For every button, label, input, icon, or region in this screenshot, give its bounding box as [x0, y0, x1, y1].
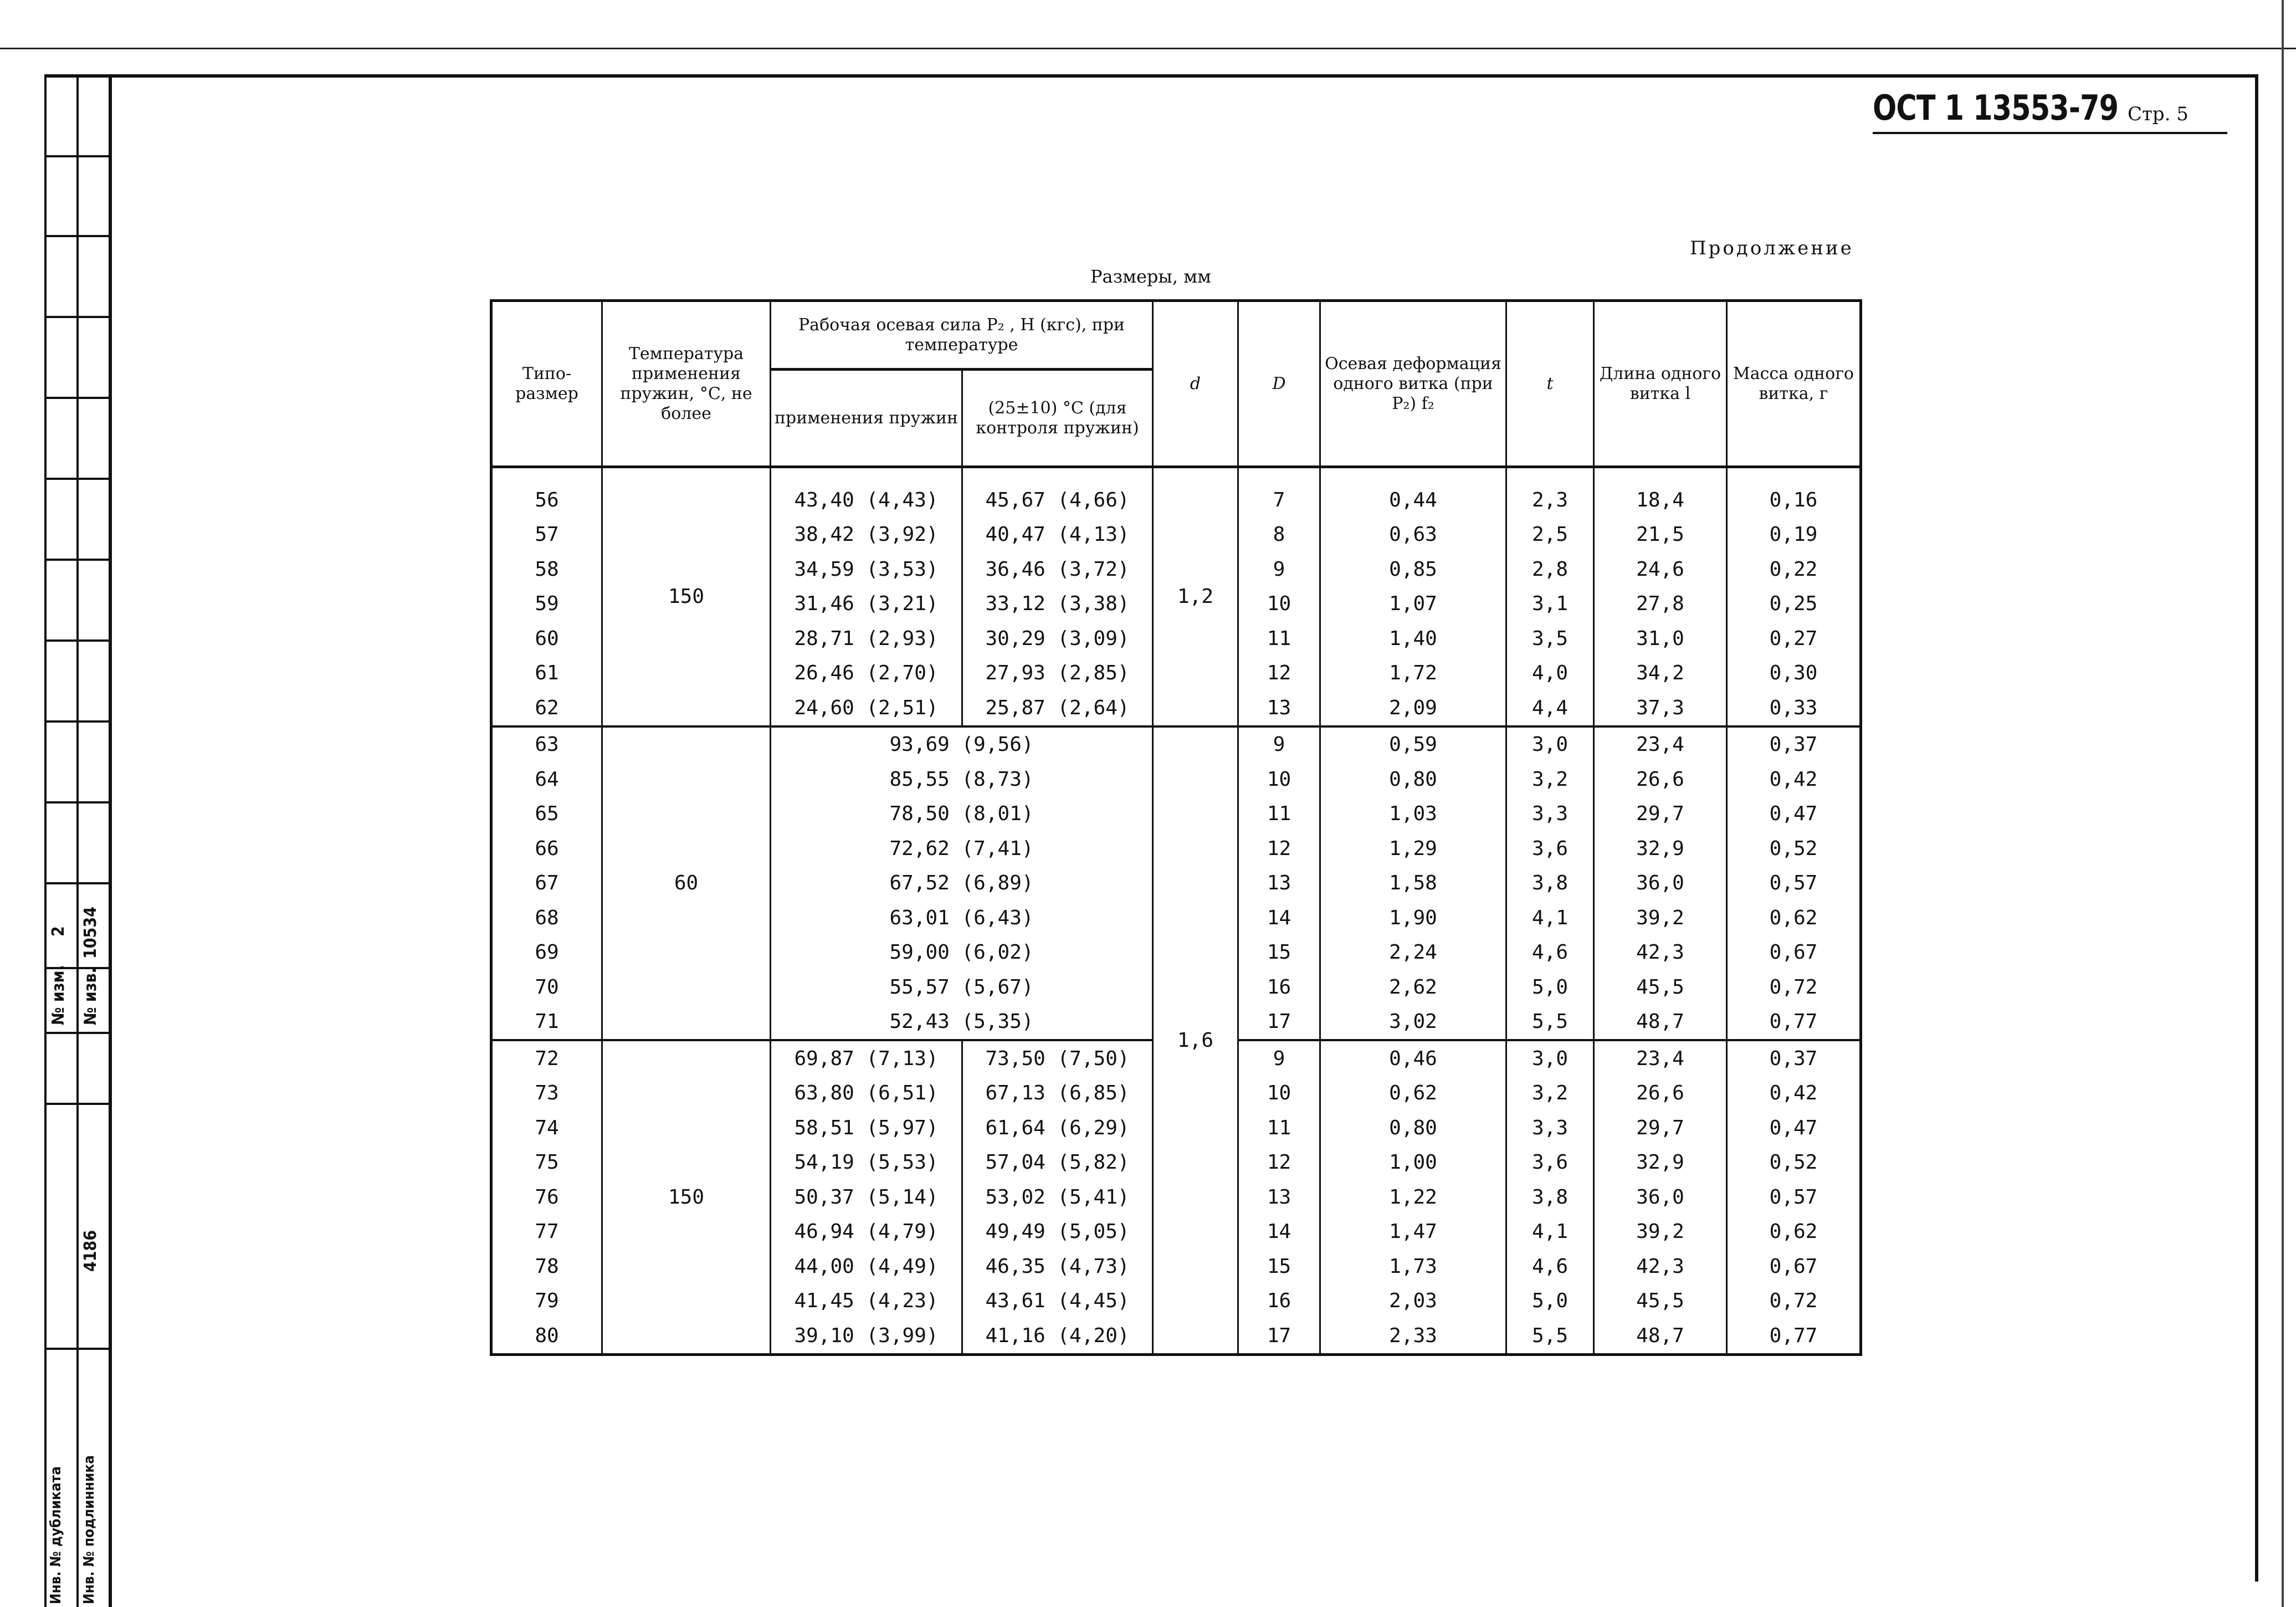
cell-size: 64	[491, 762, 602, 797]
cell-mass: 0,77	[1727, 1005, 1861, 1041]
cell-mass: 0,19	[1727, 518, 1861, 552]
cell-size: 57	[491, 518, 602, 552]
cell-pitch: 3,2	[1506, 1076, 1594, 1111]
cell-force-ctrl: 73,50 (7,50)	[962, 1040, 1153, 1076]
cell-length: 26,6	[1594, 1076, 1727, 1111]
cell-deformation: 2,33	[1320, 1318, 1506, 1354]
cell-coil-D: 13	[1238, 866, 1320, 901]
cell-force-app: 38,42 (3,92)	[771, 518, 962, 552]
cell-coil-D: 11	[1238, 1110, 1320, 1145]
cell-deformation: 1,29	[1320, 831, 1506, 866]
cell-mass: 0,62	[1727, 900, 1861, 935]
cell-mass: 0,33	[1727, 690, 1861, 726]
cell-force-app: 39,10 (3,99)	[771, 1318, 962, 1354]
cell-force-app: 31,46 (3,21)	[771, 587, 962, 622]
cell-pitch: 4,6	[1506, 1249, 1594, 1284]
duplicate-inv-label: Инв. № дубликата	[48, 1466, 64, 1604]
cell-size: 58	[491, 552, 602, 587]
cell-force-ctrl: 25,87 (2,64)	[962, 690, 1153, 726]
cell-force: 55,57 (5,67)	[771, 970, 1153, 1005]
cell-length: 26,6	[1594, 762, 1727, 797]
cell-mass: 0,72	[1727, 1284, 1861, 1319]
page-top-rule	[0, 48, 2296, 49]
cell-mass: 0,37	[1727, 1040, 1861, 1076]
cell-coil-D: 10	[1238, 587, 1320, 622]
cell-mass: 0,22	[1727, 552, 1861, 587]
cell-mass: 0,16	[1727, 467, 1861, 518]
cell-coil-D: 16	[1238, 970, 1320, 1005]
cell-pitch: 4,0	[1506, 656, 1594, 691]
cell-deformation: 1,73	[1320, 1249, 1506, 1284]
cell-force: 93,69 (9,56)	[771, 726, 1153, 762]
cell-coil-D: 9	[1238, 726, 1320, 762]
cell-coil-D: 12	[1238, 656, 1320, 691]
cell-length: 29,7	[1594, 1110, 1727, 1145]
cell-force-app: 50,37 (5,14)	[771, 1180, 962, 1215]
cell-mass: 0,77	[1727, 1318, 1861, 1354]
cell-mass: 0,47	[1727, 1110, 1861, 1145]
change-no-value: 2	[49, 926, 68, 936]
cell-force: 85,55 (8,73)	[771, 762, 1153, 797]
cell-pitch: 5,5	[1506, 1005, 1594, 1041]
cell-force-app: 28,71 (2,93)	[771, 621, 962, 656]
cell-coil-D: 12	[1238, 1145, 1320, 1180]
cell-length: 18,4	[1594, 467, 1727, 518]
cell-mass: 0,42	[1727, 1076, 1861, 1111]
cell-coil-D: 12	[1238, 831, 1320, 866]
cell-force-app: 44,00 (4,49)	[771, 1249, 962, 1284]
cell-size: 77	[491, 1215, 602, 1250]
cell-size: 71	[491, 1005, 602, 1041]
cell-length: 32,9	[1594, 1145, 1727, 1180]
cell-length: 21,5	[1594, 518, 1727, 552]
cell-coil-D: 17	[1238, 1318, 1320, 1354]
cell-size: 72	[491, 1040, 602, 1076]
cell-pitch: 3,0	[1506, 1040, 1594, 1076]
cell-coil-D: 10	[1238, 762, 1320, 797]
cell-force-ctrl: 61,64 (6,29)	[962, 1110, 1153, 1145]
cell-temperature: 60	[602, 726, 771, 1041]
original-inv-label: Инв. № подлинника	[81, 1455, 98, 1604]
standard-code: ОСТ 1 13553-79	[1873, 88, 2119, 128]
cell-mass: 0,27	[1727, 621, 1861, 656]
cell-deformation: 1,22	[1320, 1180, 1506, 1215]
cell-coil-D: 14	[1238, 900, 1320, 935]
cell-length: 42,3	[1594, 935, 1727, 970]
sheet-edge	[2282, 0, 2284, 1607]
cell-mass: 0,52	[1727, 1145, 1861, 1180]
cell-size: 59	[491, 587, 602, 622]
cell-force-app: 54,19 (5,53)	[771, 1145, 962, 1180]
header-force-control: (25±10) °С (для контроля пружин)	[962, 370, 1153, 467]
cell-size: 79	[491, 1284, 602, 1319]
cell-deformation: 2,03	[1320, 1284, 1506, 1319]
cell-wire-d: 1,6	[1153, 726, 1238, 1355]
cell-deformation: 1,03	[1320, 797, 1506, 832]
frame-top-border	[44, 74, 2255, 78]
cell-length: 48,7	[1594, 1005, 1727, 1041]
cell-coil-D: 11	[1238, 797, 1320, 832]
cell-deformation: 1,47	[1320, 1215, 1506, 1250]
cell-force-ctrl: 33,12 (3,38)	[962, 587, 1153, 622]
cell-size: 66	[491, 831, 602, 866]
cell-force-app: 63,80 (6,51)	[771, 1076, 962, 1111]
cell-length: 23,4	[1594, 726, 1727, 762]
cell-mass: 0,52	[1727, 831, 1861, 866]
cell-size: 67	[491, 866, 602, 901]
cell-force: 78,50 (8,01)	[771, 797, 1153, 832]
notice-no-label: № изв.	[81, 968, 100, 1025]
cell-deformation: 3,02	[1320, 1005, 1506, 1041]
cell-mass: 0,37	[1727, 726, 1861, 762]
cell-force: 59,00 (6,02)	[771, 935, 1153, 970]
header-temperature: Температура применения пружин, °С, не более	[602, 301, 771, 467]
frame-right-border	[2255, 74, 2258, 1582]
cell-pitch: 2,8	[1506, 552, 1594, 587]
header-force-application: применения пружин	[771, 370, 962, 467]
cell-mass: 0,62	[1727, 1215, 1861, 1250]
cell-force-ctrl: 36,46 (3,72)	[962, 552, 1153, 587]
cell-deformation: 0,62	[1320, 1076, 1506, 1111]
cell-deformation: 1,00	[1320, 1145, 1506, 1180]
change-no-label: № изм.	[49, 965, 68, 1025]
cell-coil-D: 9	[1238, 1040, 1320, 1076]
cell-coil-D: 14	[1238, 1215, 1320, 1250]
cell-length: 34,2	[1594, 656, 1727, 691]
cell-length: 39,2	[1594, 900, 1727, 935]
cell-pitch: 3,6	[1506, 831, 1594, 866]
cell-coil-D: 15	[1238, 935, 1320, 970]
inventory-no-value: 4186	[81, 1230, 100, 1272]
cell-force: 63,01 (6,43)	[771, 900, 1153, 935]
cell-pitch: 3,0	[1506, 726, 1594, 762]
header-force-group: Рабочая осевая сила P₂ , Н (кгс), при температуре	[771, 301, 1153, 370]
cell-deformation: 0,59	[1320, 726, 1506, 762]
cell-length: 45,5	[1594, 1284, 1727, 1319]
cell-length: 48,7	[1594, 1318, 1727, 1354]
cell-temperature: 150	[602, 1040, 771, 1354]
cell-pitch: 3,5	[1506, 621, 1594, 656]
cell-size: 65	[491, 797, 602, 832]
cell-coil-D: 9	[1238, 552, 1320, 587]
header-coil-mass: Масса одного витка, г	[1727, 301, 1861, 467]
cell-deformation: 2,24	[1320, 935, 1506, 970]
cell-size: 75	[491, 1145, 602, 1180]
cell-pitch: 3,3	[1506, 797, 1594, 832]
cell-deformation: 2,09	[1320, 690, 1506, 726]
cell-pitch: 3,8	[1506, 1180, 1594, 1215]
cell-mass: 0,57	[1727, 866, 1861, 901]
cell-length: 42,3	[1594, 1249, 1727, 1284]
header-wire-d: d	[1153, 301, 1238, 467]
cell-deformation: 0,80	[1320, 762, 1506, 797]
header-coil-D: D	[1238, 301, 1320, 467]
cell-force-ctrl: 46,35 (4,73)	[962, 1249, 1153, 1284]
cell-coil-D: 15	[1238, 1249, 1320, 1284]
cell-coil-D: 7	[1238, 467, 1320, 518]
cell-size: 76	[491, 1180, 602, 1215]
cell-length: 29,7	[1594, 797, 1727, 832]
cell-coil-D: 8	[1238, 518, 1320, 552]
cell-deformation: 1,40	[1320, 621, 1506, 656]
cell-deformation: 1,72	[1320, 656, 1506, 691]
header-underline	[1873, 132, 2227, 134]
cell-pitch: 5,0	[1506, 970, 1594, 1005]
frame-left-border	[109, 74, 112, 1607]
cell-force-app: 24,60 (2,51)	[771, 690, 962, 726]
cell-deformation: 1,07	[1320, 587, 1506, 622]
header-pitch-t: t	[1506, 301, 1594, 467]
dimensions-note: Размеры, мм	[1090, 266, 1211, 287]
cell-size: 68	[491, 900, 602, 935]
cell-size: 74	[491, 1110, 602, 1145]
cell-length: 36,0	[1594, 1180, 1727, 1215]
cell-force-ctrl: 27,93 (2,85)	[962, 656, 1153, 691]
notice-no-value: 10534	[81, 907, 100, 959]
cell-force: 72,62 (7,41)	[771, 831, 1153, 866]
cell-pitch: 4,6	[1506, 935, 1594, 970]
cell-mass: 0,67	[1727, 935, 1861, 970]
cell-force-ctrl: 30,29 (3,09)	[962, 621, 1153, 656]
cell-size: 60	[491, 621, 602, 656]
cell-mass: 0,47	[1727, 797, 1861, 832]
cell-mass: 0,67	[1727, 1249, 1861, 1284]
cell-mass: 0,72	[1727, 970, 1861, 1005]
cell-pitch: 3,2	[1506, 762, 1594, 797]
cell-pitch: 4,1	[1506, 900, 1594, 935]
cell-pitch: 3,1	[1506, 587, 1594, 622]
cell-force-ctrl: 40,47 (4,13)	[962, 518, 1153, 552]
cell-wire-d: 1,2	[1153, 467, 1238, 726]
cell-length: 39,2	[1594, 1215, 1727, 1250]
cell-coil-D: 17	[1238, 1005, 1320, 1041]
cell-deformation: 0,63	[1320, 518, 1506, 552]
cell-coil-D: 10	[1238, 1076, 1320, 1111]
cell-deformation: 0,85	[1320, 552, 1506, 587]
cell-size: 70	[491, 970, 602, 1005]
cell-deformation: 1,58	[1320, 866, 1506, 901]
cell-length: 45,5	[1594, 970, 1727, 1005]
cell-pitch: 5,0	[1506, 1284, 1594, 1319]
cell-coil-D: 13	[1238, 690, 1320, 726]
cell-deformation: 0,44	[1320, 467, 1506, 518]
cell-force-app: 58,51 (5,97)	[771, 1110, 962, 1145]
cell-coil-D: 16	[1238, 1284, 1320, 1319]
cell-pitch: 5,5	[1506, 1318, 1594, 1354]
header-deformation: Осевая деформация одного витка (при P₂) f₂	[1320, 301, 1506, 467]
spring-spec-table	[490, 299, 1862, 1356]
cell-pitch: 2,5	[1506, 518, 1594, 552]
cell-force-app: 46,94 (4,79)	[771, 1215, 962, 1250]
cell-force-ctrl: 49,49 (5,05)	[962, 1215, 1153, 1250]
cell-mass: 0,57	[1727, 1180, 1861, 1215]
continuation-label: Продолжение	[1690, 237, 1854, 259]
cell-size: 63	[491, 726, 602, 762]
cell-mass: 0,42	[1727, 762, 1861, 797]
cell-size: 62	[491, 690, 602, 726]
cell-pitch: 3,3	[1506, 1110, 1594, 1145]
cell-length: 27,8	[1594, 587, 1727, 622]
cell-length: 31,0	[1594, 621, 1727, 656]
cell-force-ctrl: 43,61 (4,45)	[962, 1284, 1153, 1319]
cell-deformation: 1,90	[1320, 900, 1506, 935]
cell-mass: 0,25	[1727, 587, 1861, 622]
cell-force-app: 41,45 (4,23)	[771, 1284, 962, 1319]
header-size: Типо-размер	[491, 301, 602, 467]
header-coil-length: Длина одного витка l	[1594, 301, 1727, 467]
cell-deformation: 0,46	[1320, 1040, 1506, 1076]
cell-pitch: 3,8	[1506, 866, 1594, 901]
cell-force-app: 69,87 (7,13)	[771, 1040, 962, 1076]
cell-coil-D: 11	[1238, 621, 1320, 656]
cell-size: 61	[491, 656, 602, 691]
cell-size: 69	[491, 935, 602, 970]
cell-size: 56	[491, 467, 602, 518]
cell-force-app: 43,40 (4,43)	[771, 467, 962, 518]
cell-force-app: 34,59 (3,53)	[771, 552, 962, 587]
page-number: Стр. 5	[2128, 103, 2189, 125]
cell-size: 80	[491, 1318, 602, 1354]
cell-force-ctrl: 41,16 (4,20)	[962, 1318, 1153, 1354]
cell-length: 36,0	[1594, 866, 1727, 901]
cell-pitch: 4,1	[1506, 1215, 1594, 1250]
cell-force-app: 26,46 (2,70)	[771, 656, 962, 691]
cell-size: 78	[491, 1249, 602, 1284]
cell-length: 24,6	[1594, 552, 1727, 587]
cell-deformation: 2,62	[1320, 970, 1506, 1005]
cell-deformation: 0,80	[1320, 1110, 1506, 1145]
cell-temperature: 150	[602, 467, 771, 726]
cell-length: 37,3	[1594, 690, 1727, 726]
cell-force-ctrl: 45,67 (4,66)	[962, 467, 1153, 518]
cell-force: 67,52 (6,89)	[771, 866, 1153, 901]
cell-force-ctrl: 57,04 (5,82)	[962, 1145, 1153, 1180]
cell-force-ctrl: 53,02 (5,41)	[962, 1180, 1153, 1215]
cell-pitch: 4,4	[1506, 690, 1594, 726]
cell-coil-D: 13	[1238, 1180, 1320, 1215]
cell-size: 73	[491, 1076, 602, 1111]
cell-mass: 0,30	[1727, 656, 1861, 691]
cell-pitch: 3,6	[1506, 1145, 1594, 1180]
cell-force-ctrl: 67,13 (6,85)	[962, 1076, 1153, 1111]
cell-force: 52,43 (5,35)	[771, 1005, 1153, 1041]
cell-length: 32,9	[1594, 831, 1727, 866]
cell-length: 23,4	[1594, 1040, 1727, 1076]
cell-pitch: 2,3	[1506, 467, 1594, 518]
